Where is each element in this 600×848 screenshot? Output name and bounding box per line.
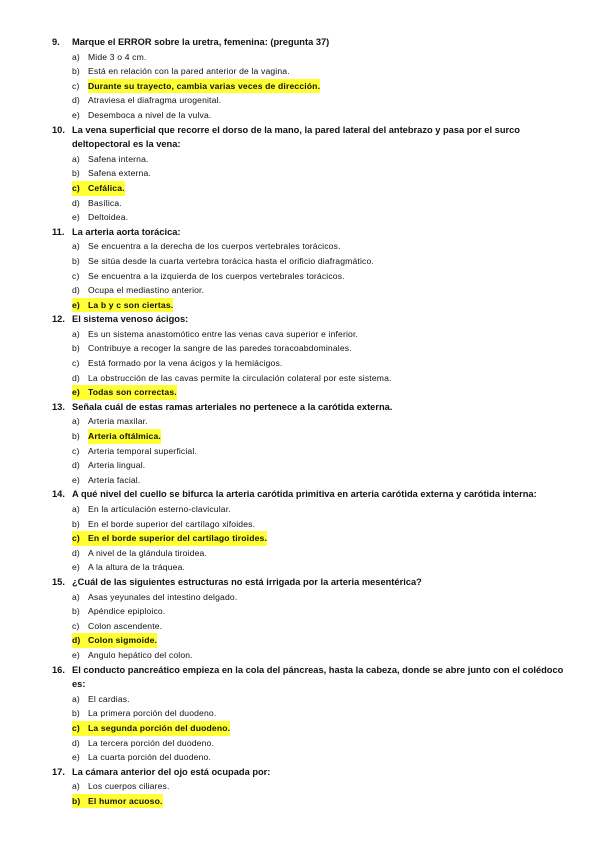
option-item <box>72 50 564 65</box>
option-item <box>72 590 564 605</box>
option-text: Arteria temporal superficial. <box>88 445 197 456</box>
option-content <box>72 721 230 736</box>
option-text: Colon ascendente. <box>88 620 163 631</box>
option-letter: d) <box>72 635 81 646</box>
option-content <box>72 531 267 546</box>
option-item <box>72 341 564 356</box>
option-letter: c) <box>72 182 80 193</box>
option-item-correct <box>72 794 564 809</box>
option-text: Se encuentra a la izquierda de los cuerpos vertebrales torácicos. <box>88 270 345 281</box>
option-item <box>72 560 564 575</box>
option-text: Se encuentra a la derecha de los cuerpos vertebrales torácicos. <box>88 241 341 252</box>
option-text: A nivel de la glándula tiroidea. <box>88 547 207 558</box>
question-heading <box>52 123 564 152</box>
option-content <box>72 750 211 765</box>
option-content <box>72 502 231 517</box>
option-letter: d) <box>72 547 80 558</box>
option-content <box>72 706 216 721</box>
option-text: Es un sistema anastomótico entre las venas cava superior e inferior. <box>88 328 359 339</box>
option-letter: e) <box>72 752 80 763</box>
options-list <box>52 152 564 225</box>
option-letter: c) <box>72 533 80 544</box>
option-item <box>72 108 564 123</box>
option-content <box>72 794 163 809</box>
question-number: 11. <box>52 226 65 237</box>
option-item <box>72 517 564 532</box>
option-item <box>72 619 564 634</box>
option-content <box>72 414 148 429</box>
option-text: El humor acuoso. <box>88 795 163 806</box>
option-letter: c) <box>72 358 80 369</box>
option-item <box>72 750 564 765</box>
options-list <box>52 50 564 123</box>
question-number: 15. <box>52 576 65 587</box>
option-letter: b) <box>72 795 81 806</box>
question-text: La vena superficial que recorre el dorso de la mano, la pared lateral del antebrazo y pasa por el surco deltopectoral es la vena: <box>72 124 520 150</box>
option-item <box>72 648 564 663</box>
option-item <box>72 604 564 619</box>
option-text: Arteria facial. <box>88 474 141 485</box>
options-list <box>52 414 564 487</box>
option-letter: b) <box>72 168 80 179</box>
option-content <box>72 196 122 211</box>
option-text: Se sitúa desde la cuarta vertebra torácica hasta el orificio diafragmático. <box>88 255 374 266</box>
options-list <box>52 692 564 765</box>
question-heading <box>52 663 564 692</box>
option-item <box>72 239 564 254</box>
option-item <box>72 473 564 488</box>
option-item-correct <box>72 633 564 648</box>
option-text: Angulo hepático del colon. <box>88 649 193 660</box>
option-text: Arteria maxilar. <box>88 416 148 427</box>
option-item <box>72 458 564 473</box>
option-content <box>72 283 204 298</box>
option-content <box>72 152 149 167</box>
option-text: Está en relación con la pared anterior de la vagina. <box>88 66 290 77</box>
option-item-correct <box>72 298 564 313</box>
option-letter: b) <box>72 343 80 354</box>
option-letter: d) <box>72 460 80 471</box>
question-item <box>52 575 564 663</box>
question-text: A qué nivel del cuello se bifurca la arteria carótida primitiva en arteria carótida externa y carótida interna: <box>72 489 537 500</box>
question-item <box>52 765 564 809</box>
option-content <box>72 604 165 619</box>
option-text: Apéndice epiploico. <box>88 606 166 617</box>
option-item-correct <box>72 181 564 196</box>
option-text: La obstrucción de las cavas permite la circulación colateral por este sistema. <box>88 372 392 383</box>
question-number: 14. <box>52 489 65 500</box>
question-number: 12. <box>52 314 65 325</box>
question-heading <box>52 400 564 415</box>
question-heading <box>52 312 564 327</box>
option-text: Contribuye a recoger la sangre de las paredes toracoabdominales. <box>88 343 352 354</box>
option-text: La primera porción del duodeno. <box>88 708 217 719</box>
option-letter: e) <box>72 109 80 120</box>
option-text: El cardias. <box>88 693 130 704</box>
option-content <box>72 93 221 108</box>
option-item <box>72 254 564 269</box>
option-item <box>72 166 564 181</box>
option-content <box>72 429 161 444</box>
question-item <box>52 487 564 575</box>
option-content <box>72 356 282 371</box>
option-text: Está formado por la vena ácigos y la hemiácigos. <box>88 358 283 369</box>
option-item <box>72 502 564 517</box>
option-content <box>72 181 125 196</box>
question-item <box>52 123 564 225</box>
option-text: Ocupa el mediastino anterior. <box>88 285 205 296</box>
option-letter: e) <box>72 474 80 485</box>
option-content <box>72 648 193 663</box>
option-letter: a) <box>72 241 80 252</box>
options-list <box>52 502 564 575</box>
option-text: Desemboca a nivel de la vulva. <box>88 109 212 120</box>
question-heading <box>52 765 564 780</box>
question-text: La cámara anterior del ojo está ocupada por: <box>72 766 271 777</box>
option-content <box>72 298 173 313</box>
option-content <box>72 385 177 400</box>
question-number: 16. <box>52 664 65 675</box>
option-content <box>72 210 128 225</box>
question-item <box>52 663 564 765</box>
option-content <box>72 473 140 488</box>
question-number: 10. <box>52 124 65 135</box>
option-letter: a) <box>72 328 80 339</box>
options-list <box>52 239 564 312</box>
option-content <box>72 779 169 794</box>
option-item <box>72 736 564 751</box>
option-text: Todas son correctas. <box>88 387 177 398</box>
option-text: La b y c son ciertas. <box>88 299 174 310</box>
option-text: Arteria lingual. <box>88 460 146 471</box>
option-text: Mide 3 o 4 cm. <box>88 51 147 62</box>
option-content <box>72 341 352 356</box>
option-letter: c) <box>72 80 80 91</box>
option-text: Colon sigmoide. <box>88 635 158 646</box>
option-item <box>72 779 564 794</box>
option-letter: e) <box>72 387 80 398</box>
option-content <box>72 50 146 65</box>
question-text: ¿Cuál de las siguientes estructuras no está irrigada por la arteria mesentérica? <box>72 576 422 587</box>
question-text: El conducto pancreático empieza en la cola del páncreas, hasta la cabeza, donde se abre junto con el colédoco es: <box>72 664 564 690</box>
option-text: Atraviesa el diafragma urogenital. <box>88 95 222 106</box>
option-item <box>72 546 564 561</box>
option-text: En el borde superior del cartílago xifoides. <box>88 518 256 529</box>
option-letter: d) <box>72 737 80 748</box>
question-number: 9. <box>52 37 60 47</box>
question-text: La arteria aorta torácica: <box>72 226 181 237</box>
option-text: Arteria oftálmica. <box>88 429 161 444</box>
option-content <box>72 79 320 94</box>
option-letter: c) <box>72 445 80 456</box>
option-item <box>72 706 564 721</box>
option-letter: d) <box>72 197 80 208</box>
option-item <box>72 210 564 225</box>
option-content <box>72 371 392 386</box>
option-letter: a) <box>72 416 80 427</box>
option-item <box>72 64 564 79</box>
option-text: La cuarta porción del duodeno. <box>88 752 211 763</box>
option-letter: e) <box>72 649 80 660</box>
options-list <box>52 590 564 663</box>
option-content <box>72 269 345 284</box>
option-item <box>72 93 564 108</box>
option-content <box>72 692 130 707</box>
option-item <box>72 269 564 284</box>
option-item <box>72 356 564 371</box>
option-text: Los cuerpos ciliares. <box>88 781 170 792</box>
option-text: A la altura de la tráquea. <box>88 562 186 573</box>
option-text: Cefálica. <box>88 182 125 193</box>
question-heading <box>52 225 564 240</box>
option-letter: e) <box>72 562 80 573</box>
option-content <box>72 254 374 269</box>
option-letter: d) <box>72 372 80 383</box>
option-letter: a) <box>72 51 80 62</box>
option-letter: a) <box>72 504 80 514</box>
option-content <box>72 560 185 575</box>
option-content <box>72 239 341 254</box>
question-heading <box>52 575 564 590</box>
option-content <box>72 633 157 648</box>
option-content <box>72 108 211 123</box>
option-content <box>72 327 358 342</box>
option-letter: b) <box>72 518 80 529</box>
option-text: Asas yeyunales del intestino delgado. <box>88 591 238 602</box>
option-text: Safena interna. <box>88 153 149 164</box>
option-letter: a) <box>72 591 80 602</box>
option-item-correct <box>72 79 564 94</box>
question-text: Marque el ERROR sobre la uretra, femenina: (pregunta 37) <box>72 37 330 47</box>
question-heading <box>52 487 564 502</box>
option-item-correct <box>72 385 564 400</box>
option-text: Deltoidea. <box>88 212 129 223</box>
option-content <box>72 444 197 459</box>
option-text: Basílica. <box>88 197 122 208</box>
option-content <box>72 619 162 634</box>
option-text: La segunda porción del duodeno. <box>88 722 231 733</box>
question-item <box>52 35 564 123</box>
option-content <box>72 458 145 473</box>
option-content <box>72 64 290 79</box>
question-number: 17. <box>52 766 65 777</box>
question-number: 13. <box>52 401 65 412</box>
option-letter: c) <box>72 270 80 281</box>
option-letter: c) <box>72 722 80 733</box>
option-letter: d) <box>72 95 80 106</box>
option-letter: c) <box>72 620 80 631</box>
option-text: En la articulación esterno-clavicular. <box>88 504 231 514</box>
options-list <box>52 779 564 808</box>
option-letter: a) <box>72 153 80 164</box>
option-item <box>72 692 564 707</box>
question-item <box>52 225 564 313</box>
option-letter: e) <box>72 299 80 310</box>
option-item <box>72 152 564 167</box>
option-item <box>72 444 564 459</box>
option-text: La tercera porción del duodeno. <box>88 737 215 748</box>
option-item <box>72 283 564 298</box>
option-content <box>72 590 237 605</box>
option-item-correct <box>72 531 564 546</box>
question-text: El sistema venoso ácigos: <box>72 314 189 325</box>
options-list <box>52 327 564 400</box>
option-letter: b) <box>72 66 80 77</box>
option-content <box>72 736 214 751</box>
option-item <box>72 327 564 342</box>
option-item-correct <box>72 429 564 444</box>
option-letter: d) <box>72 285 80 296</box>
option-text: En el borde superior del cartílago tiroides. <box>88 533 267 544</box>
option-letter: b) <box>72 606 80 617</box>
question-text: Señala cuál de estas ramas arteriales no pertenece a la carótida externa. <box>72 401 393 412</box>
question-item <box>52 400 564 488</box>
option-letter: b) <box>72 255 80 266</box>
option-item <box>72 196 564 211</box>
question-heading <box>52 35 564 50</box>
option-item <box>72 414 564 429</box>
option-item-correct <box>72 721 564 736</box>
option-content <box>72 546 207 561</box>
option-item <box>72 371 564 386</box>
option-text: Durante su trayecto, cambia varias veces de dirección. <box>88 79 320 94</box>
option-letter: b) <box>72 431 80 442</box>
option-letter: b) <box>72 708 80 719</box>
question-item <box>52 312 564 400</box>
option-content <box>72 166 151 181</box>
option-letter: a) <box>72 693 80 704</box>
option-letter: e) <box>72 212 80 223</box>
option-letter: a) <box>72 781 80 792</box>
option-content <box>72 517 255 532</box>
option-text: Safena externa. <box>88 168 151 179</box>
